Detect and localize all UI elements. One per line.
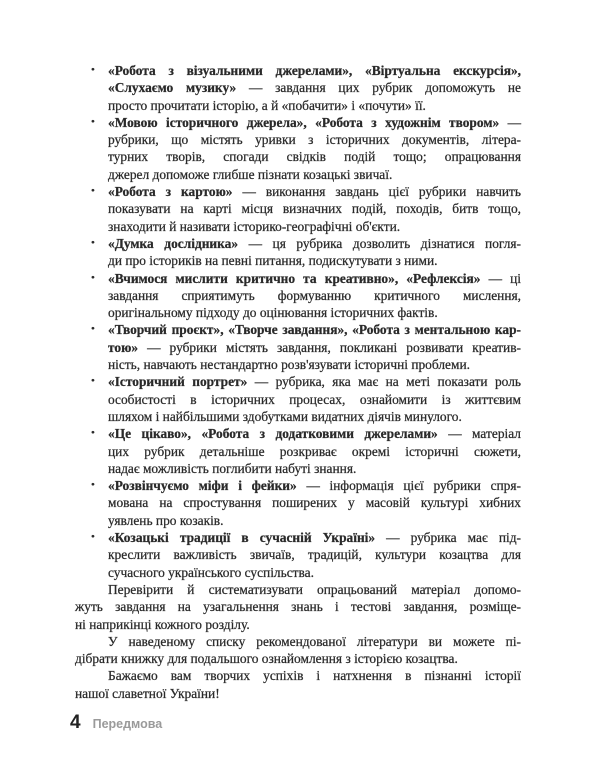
description-text: турних творів, спогади свідків подій тощо; опрацювання: [108, 149, 521, 165]
description-text: креслити важливість звичаїв, традицій, культури козацтва для: [108, 547, 521, 563]
description-text: ди про істориків на певні питання, подискутувати з ними.: [108, 253, 438, 269]
bullet-icon: •: [91, 375, 95, 388]
rubric-name: «Творчий проєкт», «Творче завдання», «Робота з ментальною кар-: [108, 322, 521, 338]
text-line: [108, 252, 521, 269]
text-line: [108, 425, 521, 442]
description-text: — ці: [480, 270, 521, 286]
list-item: [75, 183, 521, 235]
list-item: [75, 270, 521, 322]
text-line: Бажаємо вам творчих успіхів і натхнення в пізнанні історії: [108, 668, 521, 684]
description-text: — рубрика має під-: [375, 530, 521, 546]
bullet-icon: •: [91, 236, 95, 249]
bullet-icon: •: [91, 531, 95, 544]
text-line: [108, 235, 521, 252]
text-line: [108, 270, 521, 287]
description-text: показувати на карті місця визначних подій, походів, битв тощо,: [108, 201, 521, 217]
description-text: —: [499, 114, 521, 130]
text-line: нашої славетної України!: [75, 685, 220, 701]
text-line: жуть завдання на узагальнення знань і тестові завдання, розміще-: [75, 599, 521, 615]
rubric-name: «Мовою історичного джерела», «Робота з художнім твором»: [108, 114, 500, 130]
text-line: [108, 131, 521, 148]
description-text: шляхом і найбільшими здобутками видатних діячів минулого.: [108, 408, 462, 424]
rubric-name: «Козацькі традиції в сучасній Україні»: [108, 530, 376, 546]
list-item: [75, 425, 521, 477]
text-line: [108, 218, 521, 235]
text-line: [108, 529, 521, 546]
list-item: [75, 235, 521, 270]
text-line: [108, 443, 521, 460]
text-line: [108, 114, 521, 131]
text-line: [108, 460, 521, 477]
paragraph: [75, 581, 521, 633]
description-text: — ця рубрика дозволить дізнатися погля-: [238, 235, 522, 251]
page-number: 4: [70, 711, 81, 733]
rubric-name: «Розвінчуємо міфи і фейки»: [108, 478, 297, 494]
description-text: уявлень про козаків.: [108, 512, 224, 528]
rubric-name: «Слухаємо музику»: [108, 80, 237, 96]
text-line: [108, 494, 521, 511]
description-text: сучасного українського суспільства.: [108, 564, 314, 580]
text-line: ні наприкінці кожного розділу.: [75, 616, 250, 632]
text-line: [108, 183, 521, 200]
description-text: мована на спростування поширених у масовій культурі хибних: [108, 495, 521, 511]
text-line: Перевірити й систематизувати опрацьований матеріал допомо-: [108, 581, 521, 597]
description-text: — інформація цієї рубрики спря-: [296, 478, 521, 494]
bullet-icon: •: [91, 479, 95, 492]
text-line: [108, 339, 521, 356]
bullet-icon: •: [91, 115, 95, 128]
text-line: [108, 512, 521, 529]
description-text: особистості в історичних процесах, ознайомити із життєвим: [108, 391, 521, 407]
text-line: [108, 200, 521, 217]
text-line: [108, 546, 521, 563]
rubric-name: тою»: [108, 339, 139, 355]
description-text: ність, навчають нестандартно розв'язувати історичні проблеми.: [108, 357, 470, 373]
section-title: Передмова: [92, 716, 163, 731]
description-text: надає можливість поглибити набуті знання.: [108, 460, 357, 476]
description-text: просто прочитати історію, а й «побачити» і «почути» її.: [108, 97, 426, 113]
text-line: [108, 304, 521, 321]
rubric-name: «Це цікаво», «Робота з додатковими джерелами»: [108, 426, 438, 442]
description-text: завдання сприятимуть формуванню критичного мислення,: [108, 287, 521, 303]
list-item: [75, 373, 521, 425]
rubric-name: «Робота з картою»: [108, 184, 233, 200]
rubric-name: «Думка дослідника»: [108, 235, 239, 251]
description-text: — матеріал: [437, 426, 521, 442]
text-line: [108, 97, 521, 114]
bullet-icon: •: [91, 427, 95, 440]
bullet-icon: •: [91, 185, 95, 198]
bullet-icon: •: [91, 323, 95, 336]
description-text: оригінальному підходу до оцінювання історичних фактів.: [108, 305, 438, 321]
bullet-icon: •: [91, 271, 95, 284]
text-line: [108, 166, 521, 183]
text-line: [108, 321, 521, 338]
description-text: рубрики, що містять уривки з історичних документів, літера-: [108, 132, 521, 148]
list-item: [75, 321, 521, 373]
description-text: — завдання цих рубрик допоможуть не: [236, 80, 521, 96]
rubric-name: «Вчимося мислити критично та креативно», «Рефлексія»: [108, 270, 481, 286]
text-line: дібрати книжку для подальшого ознайомлення з історією козацтва.: [75, 651, 458, 667]
text-line: [108, 356, 521, 373]
text-line: [108, 287, 521, 304]
text-line: [108, 373, 521, 390]
bullet-icon: •: [91, 64, 95, 76]
list-item: [75, 62, 521, 114]
text-line: [108, 62, 521, 79]
paragraph: [75, 667, 521, 702]
text-line: [108, 79, 521, 96]
description-text: — виконання завдань цієї рубрики навчить: [232, 184, 522, 200]
rubric-name: «Робота з візуальними джерелами», «Віртуальна екскурсія»,: [108, 63, 521, 78]
page-footer: [70, 712, 600, 734]
paragraph: [75, 633, 521, 668]
text-line: [108, 408, 521, 425]
page-body: [75, 0, 521, 702]
list-item: [75, 529, 521, 581]
text-line: У наведеному списку рекомендованої літератури ви можете пі-: [108, 633, 521, 649]
description-text: цих рубрик детальніше розкриває окремі історичні сюжети,: [108, 443, 521, 459]
description-text: — рубрики містять завдання, покликані розвивати креатив-: [138, 339, 521, 355]
text-line: [108, 148, 521, 165]
rubric-name: «Історичний портрет»: [108, 374, 248, 390]
list-item: [75, 477, 521, 529]
description-text: знаходити й називати історико-географічні об'єкти.: [108, 218, 401, 234]
description-text: — рубрика, яка має на меті показати роль: [247, 374, 521, 390]
text-line: [108, 391, 521, 408]
text-line: [108, 477, 521, 494]
list-item: [75, 114, 521, 183]
text-line: [108, 564, 521, 581]
description-text: джерел допоможе глибше пізнати козацькі звичаї.: [108, 166, 393, 182]
